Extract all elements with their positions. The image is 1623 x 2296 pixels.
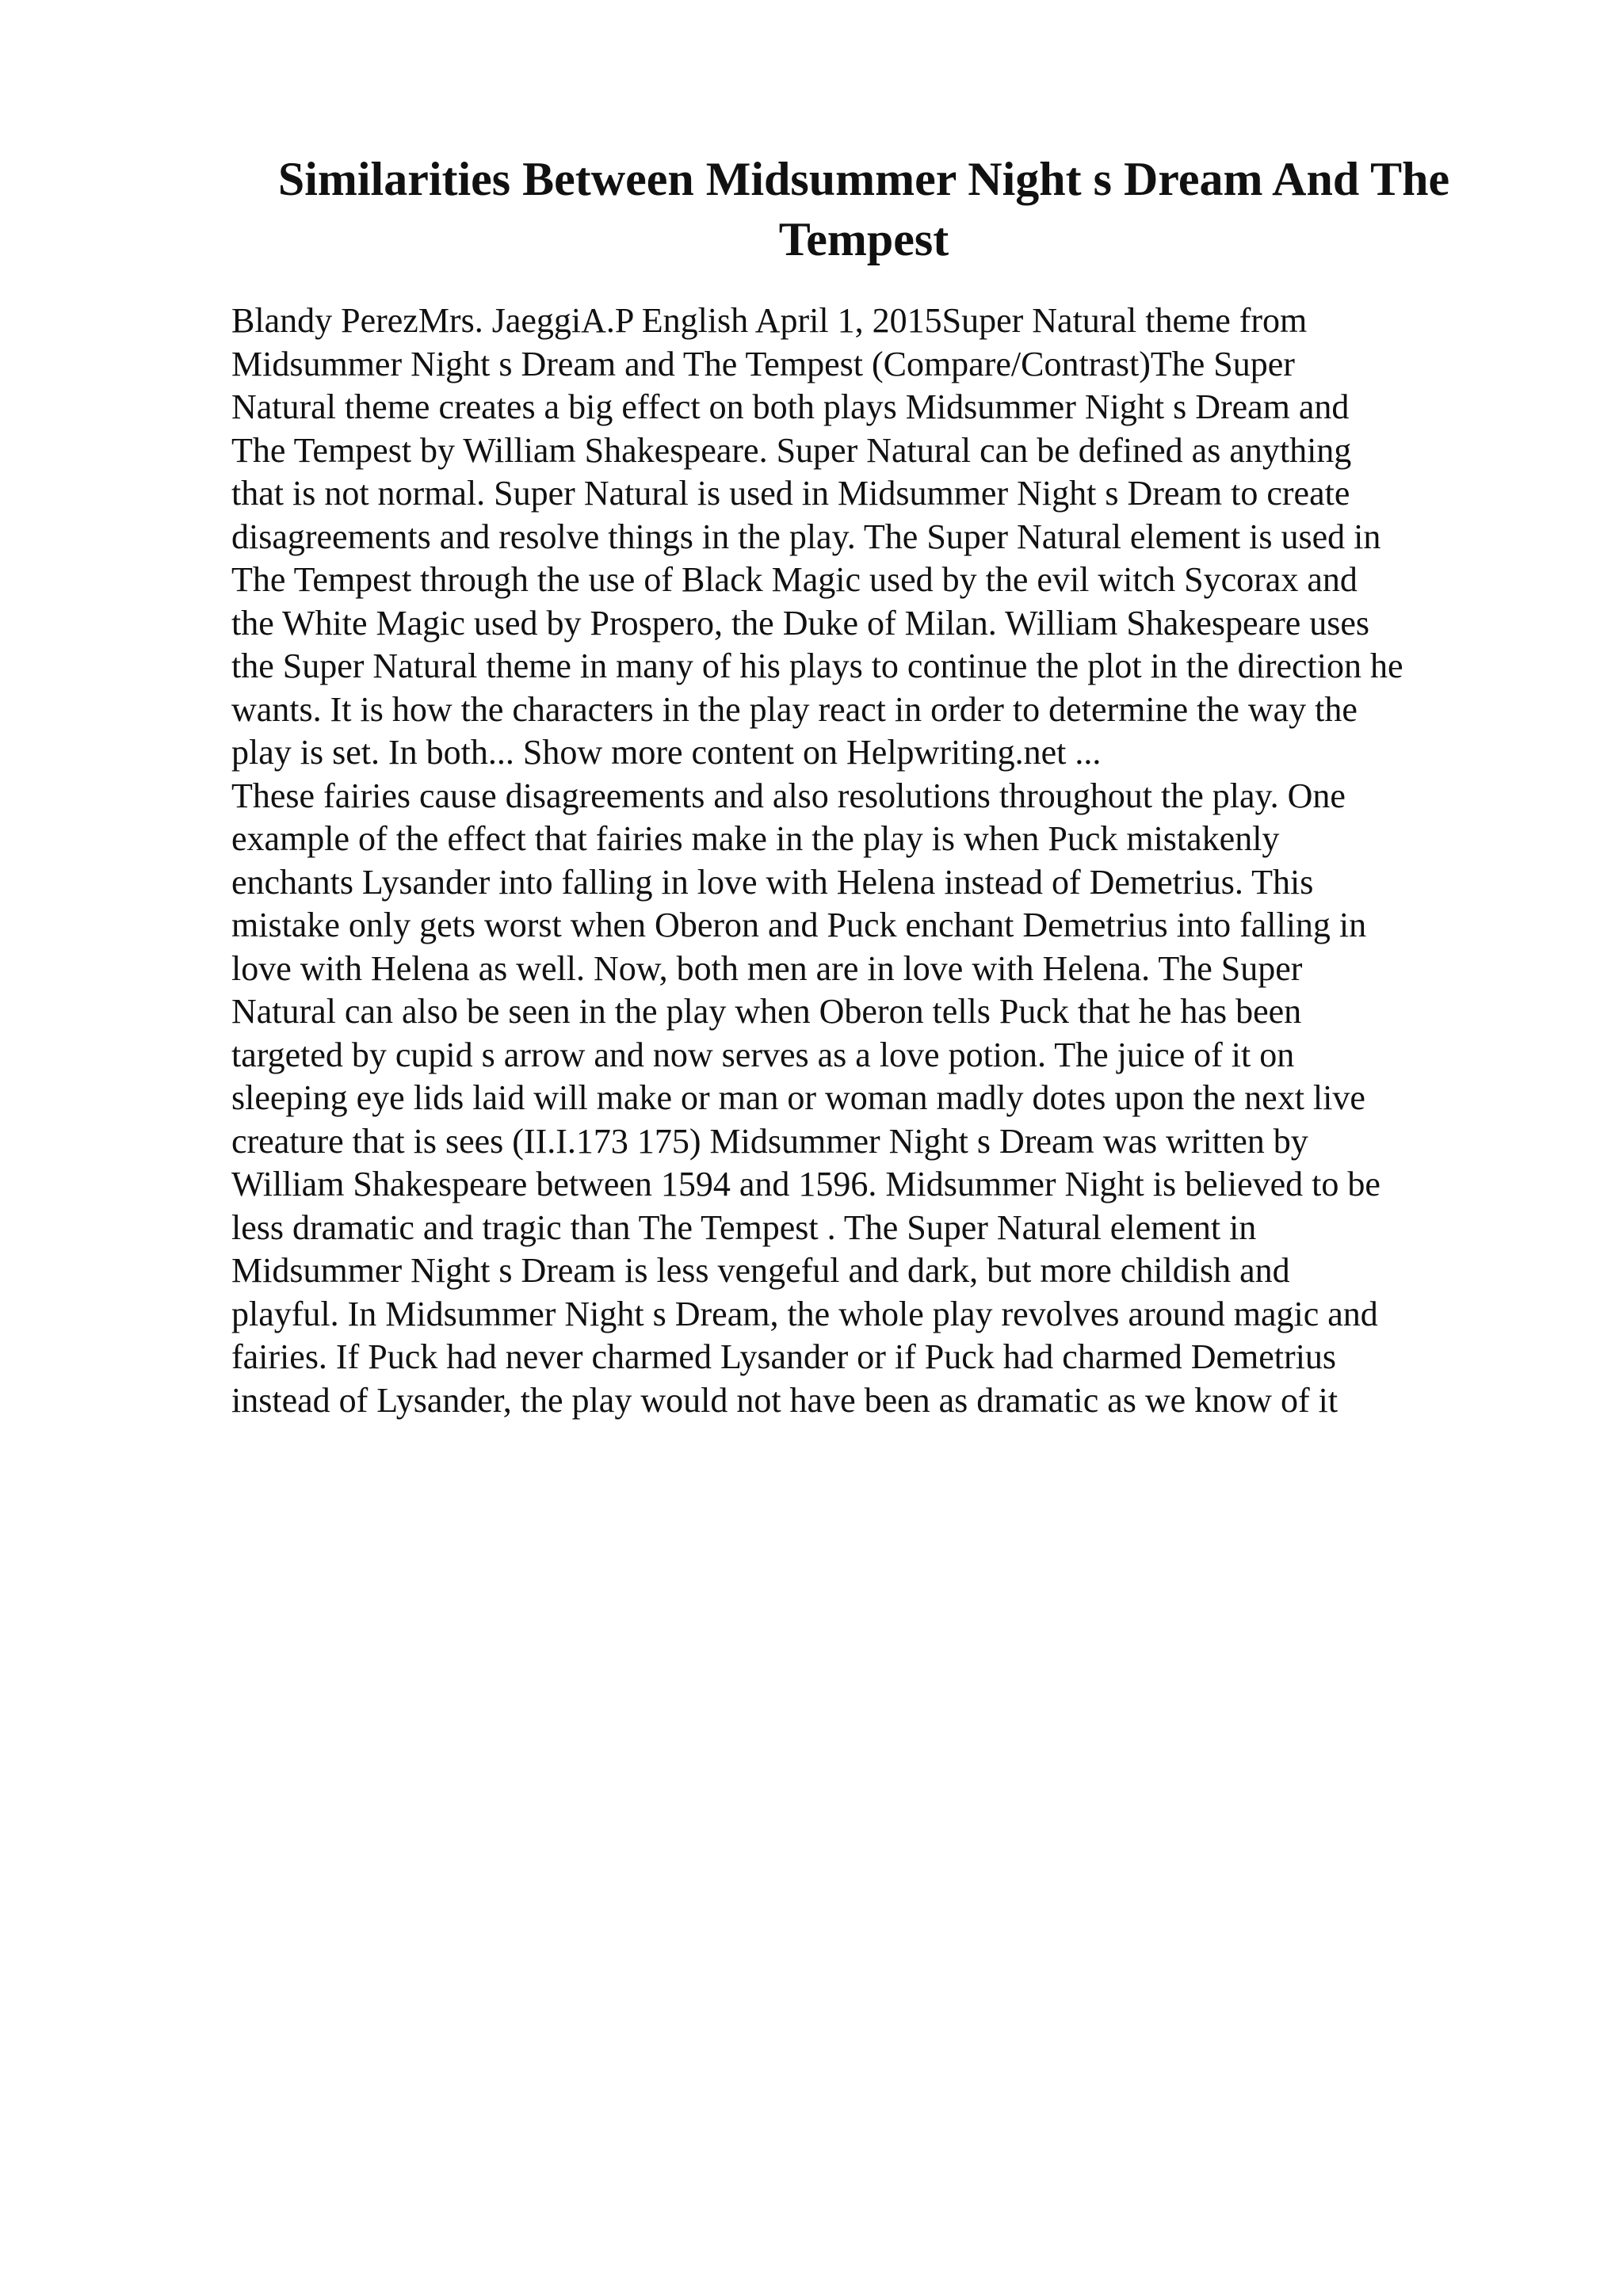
text-line: The Tempest through the use of Black Magic used by the evil witch Sycorax and (231, 560, 1358, 599)
text-line: William Shakespeare between 1594 and 1596. Midsummer Night is believed to be (231, 1165, 1381, 1203)
paragraph-1 (231, 299, 1515, 775)
text-line: enchants Lysander into falling in love with Helena instead of Demetrius. This (231, 862, 1314, 902)
text-line: less dramatic and tragic than The Tempest . The Super Natural element in (231, 1207, 1257, 1247)
text-line: creature that is sees (II.I.173 175) Midsummer Night s Dream was written by (231, 1121, 1308, 1161)
text-line: fairies. If Puck had never charmed Lysander or if Puck had charmed Demetrius (231, 1337, 1337, 1376)
text-line: the White Magic used by Prospero, the Duke of Milan. William Shakespeare uses (231, 603, 1370, 643)
text-line: The Tempest by William Shakespeare. Super Natural can be defined as anything (231, 430, 1352, 470)
text-line: the Super Natural theme in many of his plays to continue the plot in the direction he (231, 646, 1403, 685)
text-line: wants. It is how the characters in the play react in order to determine the way the (231, 689, 1358, 729)
text-line: These fairies cause disagreements and also resolutions throughout the play. One (231, 776, 1346, 815)
text-line: mistake only gets worst when Oberon and Puck enchant Demetrius into falling in (231, 906, 1367, 944)
text-line: Natural can also be seen in the play when Oberon tells Puck that he has been (231, 992, 1302, 1031)
text-line: that is not normal. Super Natural is used in Midsummer Night s Dream to create (231, 474, 1350, 513)
title-line: Similarities Between Midsummer Night s Dream And The (277, 153, 1450, 205)
text-line: example of the effect that fairies make in the play is when Puck mistakenly (231, 819, 1280, 858)
text-line: playful. In Midsummer Night s Dream, the whole play revolves around magic and (231, 1294, 1378, 1333)
document-body (231, 299, 1515, 1422)
text-line: Blandy PerezMrs. JaeggiA.P English April 1, 2015Super Natural theme from (231, 301, 1308, 340)
text-line: instead of Lysander, the play would not have been as dramatic as we know of it (231, 1380, 1338, 1420)
text-line: disagreements and resolve things in the play. The Super Natural element is used in (231, 517, 1381, 556)
text-line: Midsummer Night s Dream is less vengeful and dark, but more childish and (231, 1251, 1290, 1290)
text-line: play is set. In both... Show more content on Helpwriting.net ... (231, 733, 1102, 772)
document-title (238, 149, 1490, 269)
text-line: Midsummer Night s Dream and The Tempest (Compare/Contrast)The Super (231, 344, 1295, 383)
paragraph-2 (231, 775, 1515, 1423)
text-line: Natural theme creates a big effect on both plays Midsummer Night s Dream and (231, 387, 1350, 426)
text-line: sleeping eye lids laid will make or man or woman madly dotes upon the next live (231, 1078, 1365, 1117)
text-line: love with Helena as well. Now, both men are in love with Helena. The Super (231, 948, 1303, 988)
title-line: Tempest (778, 213, 949, 265)
text-line: targeted by cupid s arrow and now serves as a love potion. The juice of it on (231, 1035, 1295, 1074)
